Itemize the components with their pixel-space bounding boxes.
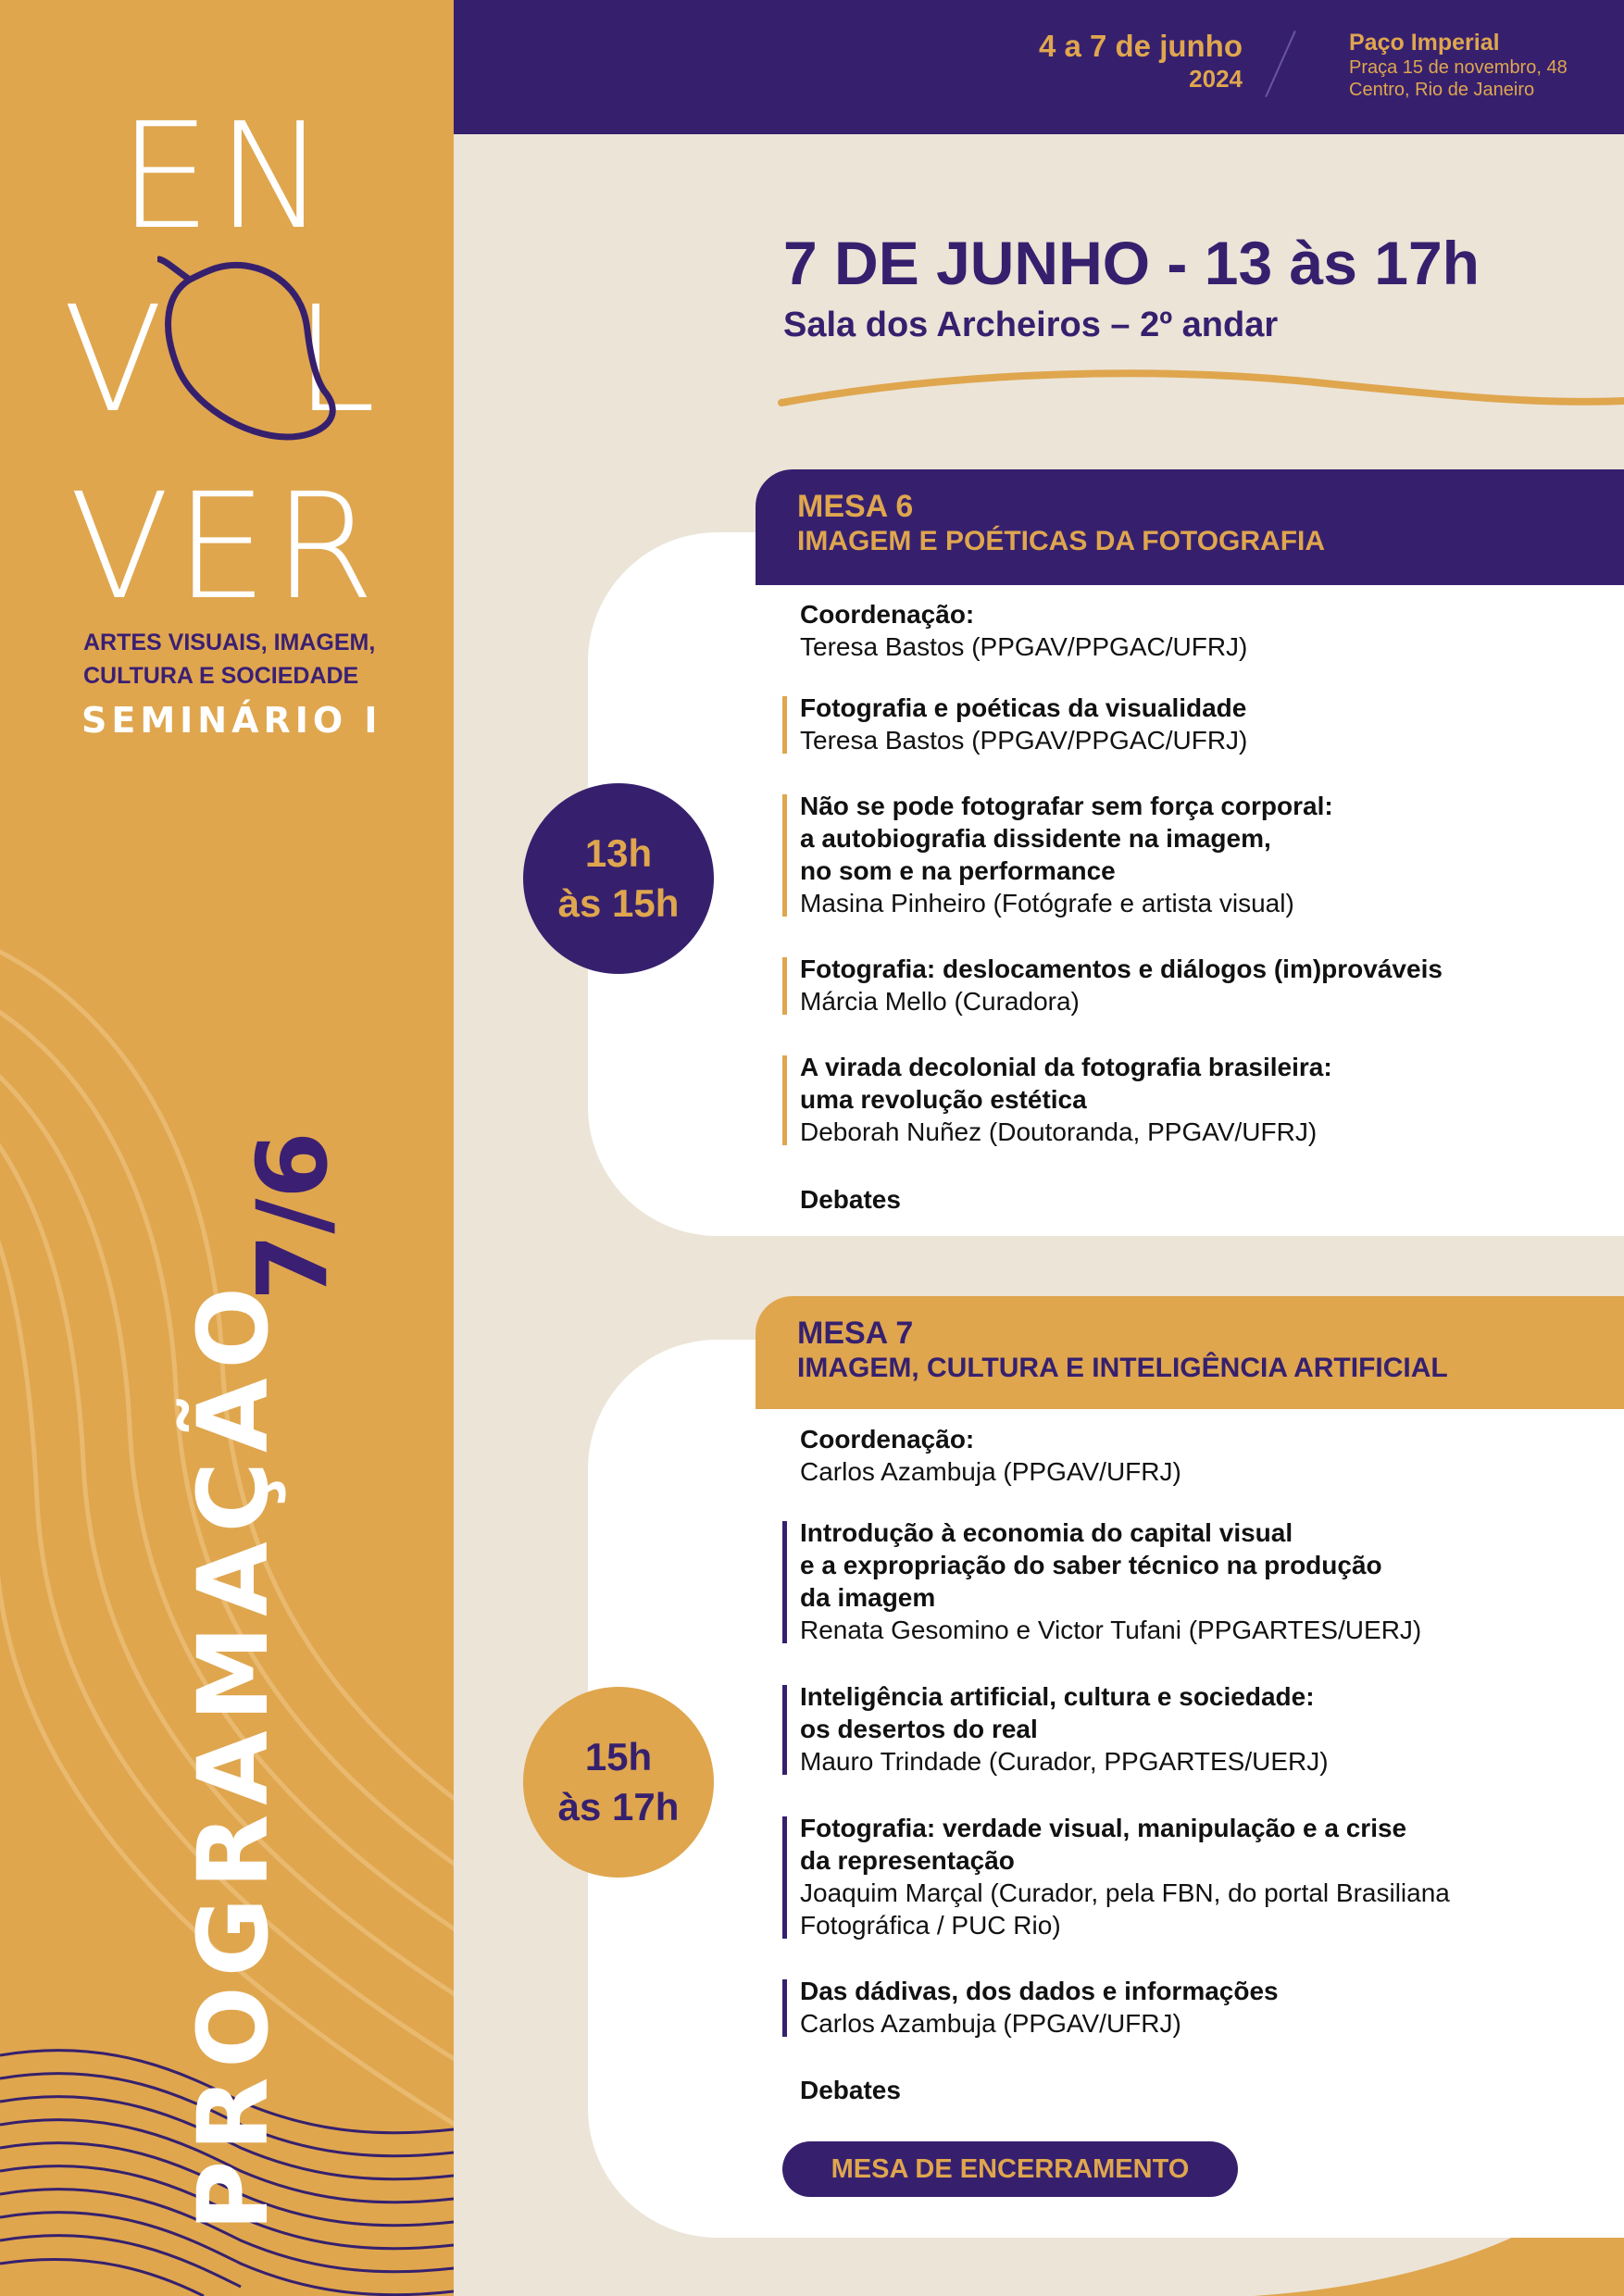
debates-label: Debates	[800, 2076, 901, 2104]
mesa7-talk-3	[800, 1812, 1596, 1941]
talk-title: da representação	[800, 1846, 1015, 1875]
mesa7-debates	[800, 2074, 1596, 2106]
logo-v: V	[63, 275, 169, 445]
talk-title: uma revolução estética	[800, 1085, 1087, 1114]
mesa7-title: IMAGEM, CULTURA E INTELIGÊNCIA ARTIFICIAL	[797, 1353, 1448, 1383]
mesa6-header	[756, 469, 1624, 585]
orange-wave-divider	[778, 366, 1624, 421]
mesa7-header	[756, 1296, 1624, 1409]
logo-ver: VER	[69, 462, 381, 632]
event-year: 2024	[1189, 65, 1243, 93]
talk-title: A virada decolonial da fotografia brasileira:	[800, 1053, 1332, 1081]
talk-title: a autobiografia dissidente na imagem,	[800, 824, 1271, 853]
mesa6-title: IMAGEM E POÉTICAS DA FOTOGRAFIA	[797, 526, 1326, 556]
mesa6-debates	[800, 1183, 1596, 1216]
mesa6-number: MESA 6	[797, 489, 914, 524]
talk-author: Fotográfica / PUC Rio)	[800, 1911, 1061, 1940]
mesa6-talk-3	[800, 953, 1596, 1017]
talk-title: os desertos do real	[800, 1715, 1038, 1743]
coordination-label: Coordenação:	[800, 600, 975, 629]
room-label: Sala dos Archeiros – 2º andar	[783, 306, 1279, 344]
talk-author: Renata Gesomino e Victor Tufani (PPGARTES/UERJ)	[800, 1616, 1422, 1644]
talk-author: Deborah Nuñez (Doutoranda, PPGAV/UFRJ)	[800, 1117, 1318, 1146]
talk-author: Márcia Mello (Curadora)	[800, 987, 1080, 1016]
programme-date: 7/6	[236, 1131, 349, 1301]
talk-title: e a expropriação do saber técnico na produção	[800, 1551, 1382, 1579]
talk-accent-bar	[782, 696, 787, 754]
header-divider	[1265, 31, 1296, 97]
coordinator-name: Teresa Bastos (PPGAV/PPGAC/UFRJ)	[800, 632, 1248, 661]
vertical-programme-label	[177, 1131, 349, 2231]
mesa7-number: MESA 7	[797, 1316, 914, 1351]
talk-title: Introdução à economia do capital visual	[800, 1518, 1293, 1547]
tagline-line-2: CULTURA E SOCIEDADE	[83, 663, 359, 689]
logo-l: L	[294, 275, 382, 445]
talk-accent-bar	[782, 1685, 787, 1775]
left-branding-panel	[0, 0, 454, 2296]
talk-accent-bar	[782, 1521, 787, 1643]
talk-accent-bar	[782, 794, 787, 917]
talk-author: Joaquim Marçal (Curador, pela FBN, do portal Brasiliana	[800, 1878, 1450, 1907]
talk-title: Fotografia: deslocamentos e diálogos (im)prováveis	[800, 955, 1443, 983]
logo-o-loop	[157, 243, 343, 455]
talk-author: Mauro Trindade (Curador, PPGARTES/UERJ)	[800, 1747, 1329, 1776]
mesa7-talk-1	[800, 1516, 1596, 1646]
mesa7-coordination	[800, 1423, 1596, 1488]
talk-title: no som e na performance	[800, 856, 1116, 885]
programacao-word: PROGRAMAÇÃO	[177, 1278, 290, 2231]
mesa6-talk-2	[800, 790, 1596, 919]
coordinator-name: Carlos Azambuja (PPGAV/UFRJ)	[800, 1457, 1181, 1486]
talk-title: da imagem	[800, 1583, 936, 1612]
mesa6-time-end: às 15h	[557, 881, 680, 925]
talk-title: Fotografia: verdade visual, manipulação e a crise	[800, 1814, 1407, 1842]
tagline-line-1: ARTES VISUAIS, IMAGEM,	[83, 630, 376, 655]
talk-title: Fotografia e poéticas da visualidade	[800, 693, 1247, 722]
event-dates: 4 a 7 de junho	[1038, 29, 1243, 63]
mesa7-time-end: às 17h	[557, 1785, 680, 1828]
mesa6-talk-1	[800, 692, 1596, 756]
mesa7-time-start: 15h	[584, 1735, 653, 1778]
talk-author: Carlos Azambuja (PPGAV/UFRJ)	[800, 2009, 1181, 2038]
venue-address-1: Praça 15 de novembro, 48	[1349, 57, 1568, 78]
mesa7-talk-2	[800, 1680, 1596, 1778]
mesa6-time-start: 13h	[584, 831, 653, 875]
mesa7-time-badge	[523, 1687, 714, 1878]
talk-author: Teresa Bastos (PPGAV/PPGAC/UFRJ)	[800, 726, 1248, 755]
seminar-label: SEMINÁRIO I	[81, 700, 382, 741]
talk-accent-bar	[782, 1979, 787, 2037]
venue-address-2: Centro, Rio de Janeiro	[1349, 80, 1535, 100]
mesa6-coordination	[800, 598, 1596, 663]
talk-title: Não se pode fotografar sem força corporal:	[800, 792, 1333, 820]
talk-author: Masina Pinheiro (Fotógrafe e artista visual)	[800, 889, 1294, 917]
header-bar	[454, 0, 1624, 134]
closing-session-button[interactable]: MESA DE ENCERRAMENTO	[782, 2141, 1238, 2197]
coordination-label: Coordenação:	[800, 1425, 975, 1454]
talk-title: Inteligência artificial, cultura e sociedade:	[800, 1682, 1315, 1711]
day-title: 7 DE JUNHO - 13 às 17h	[783, 229, 1480, 297]
talk-accent-bar	[782, 1055, 787, 1145]
venue-name: Paço Imperial	[1349, 30, 1500, 56]
mesa6-time-badge	[523, 783, 714, 974]
talk-accent-bar	[782, 1816, 787, 1939]
talk-title: Das dádivas, dos dados e informações	[800, 1977, 1279, 2005]
mesa6-talk-4	[800, 1051, 1596, 1148]
talk-accent-bar	[782, 957, 787, 1015]
debates-label: Debates	[800, 1185, 901, 1214]
mesa7-talk-4	[800, 1975, 1596, 2040]
logo-en: EN	[119, 92, 332, 262]
